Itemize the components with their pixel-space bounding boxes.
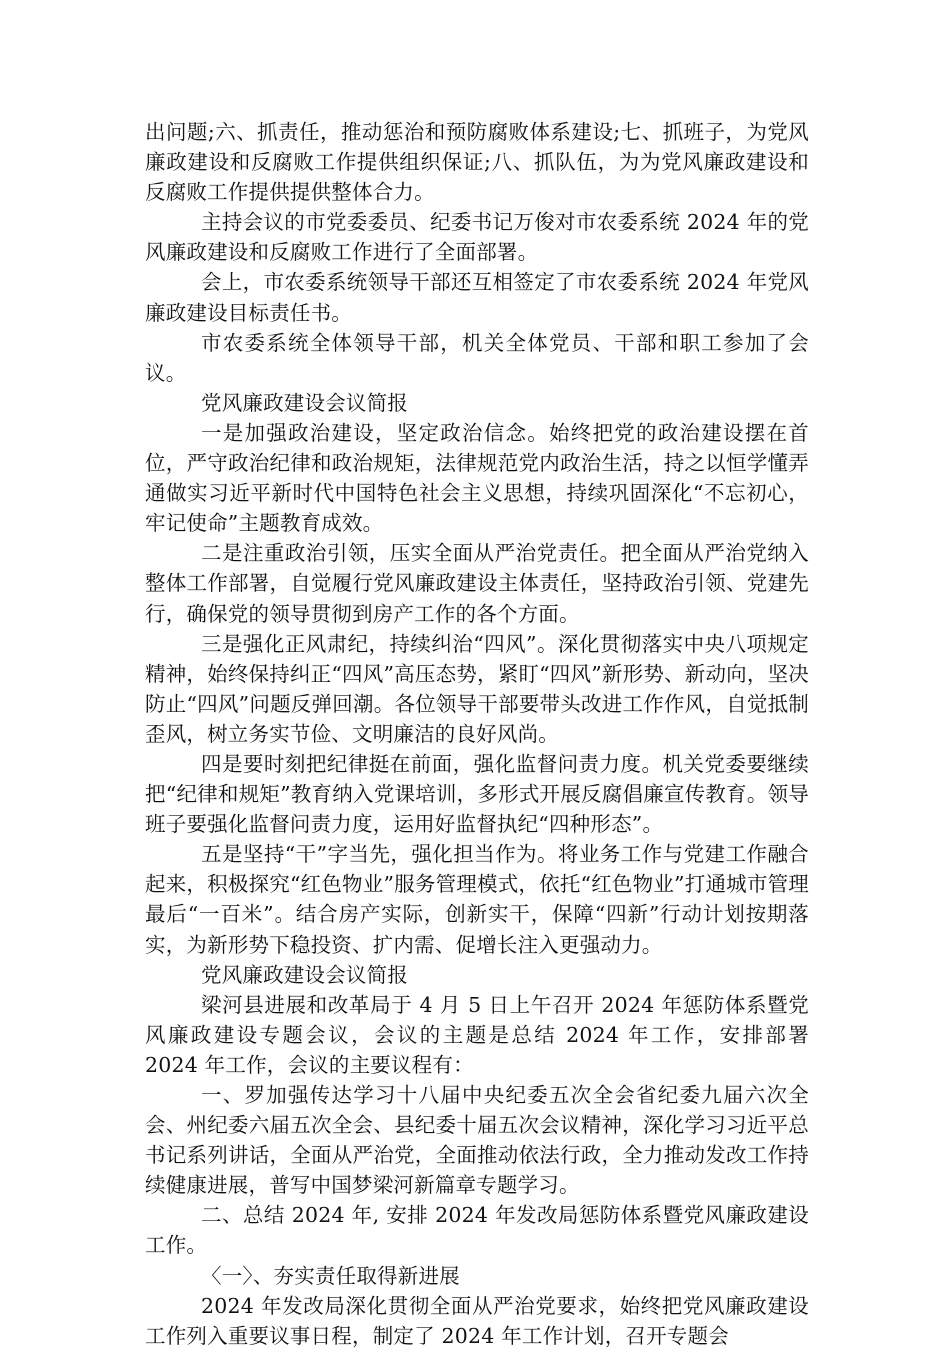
document-body bbox=[145, 117, 809, 1351]
paragraph: 出问题;六、抓责任，推动惩治和预防腐败体系建设;七、抓班子，为党风廉政建设和反腐败工作提供组织保证;八、抓队伍，为为党风廉政建设和反腐败工作提供提供整体合力。 bbox=[145, 120, 809, 205]
paragraph: 三是强化正风肃纪，持续纠治“四风”。深化贯彻落实中央八项规定精神，始终保持纠正“四风”高压态势，紧盯“四风”新形势、新动向，坚决防止“四风”问题反弹回潮。各位领导干部要带头改进工作作风，自觉抵制歪风，树立务实节俭、文明廉洁的良好风尚。 bbox=[145, 631, 809, 746]
paragraph: 二、总结 2024 年, 安排 2024 年发改局惩防体系暨党风廉政建设工作。 bbox=[145, 1203, 809, 1258]
paragraph: 一是加强政治建设，坚定政治信念。始终把党的政治建设摆在首位，严守政治纪律和政治规矩，法律规范党内政治生活，持之以恒学懂弄通做实习近平新时代中国特色社会主义思想，持续巩固深化“不忘初心，牢记使命”主题教育成效。 bbox=[145, 420, 809, 536]
subsection-heading: 〈一〉、夯实责任取得新进展 bbox=[201, 1263, 460, 1288]
paragraph: 梁河县进展和改革局于 4 月 5 日上午召开 2024 年惩防体系暨党风廉政建设专题会议，会议的主题是总结 2024 年工作，安排部署 2024 年工作，会议的主要议程有： bbox=[145, 992, 809, 1077]
section-heading: 党风廉政建设会议简报 bbox=[201, 962, 408, 987]
section-heading: 党风廉政建设会议简报 bbox=[201, 390, 408, 415]
paragraph: 会上，市农委系统领导干部还互相签定了市农委系统 2024 年党风廉政建设目标责任书。 bbox=[145, 270, 809, 325]
paragraph: 四是要时刻把纪律挺在前面，强化监督问责力度。机关党委要继续把“纪律和规矩”教育纳入党课培训，多形式开展反腐倡廉宣传教育。领导班子要强化监督问责力度，运用好监督执纪“四种形态”。 bbox=[145, 751, 809, 837]
paragraph: 2024 年发改局深化贯彻全面从严治党要求，始终把党风廉政建设工作列入重要议事日程，制定了 2024 年工作计划，召开专题会 bbox=[145, 1293, 809, 1348]
paragraph: 二是注重政治引领，压实全面从严治党责任。把全面从严治党纳入整体工作部署，自觉履行党风廉政建设主体责任，坚持政治引领、党建先行，确保党的领导贯彻到房产工作的各个方面。 bbox=[145, 541, 809, 626]
paragraph: 五是坚持“干”字当先，强化担当作为。将业务工作与党建工作融合起来，积极探究“红色物业”服务管理模式，依托“红色物业”打通城市管理最后“一百米”。结合房产实际，创新实干，保障“四新”行动计划按期落实，为新形势下稳投资、扩内需、促增长注入更强动力。 bbox=[145, 842, 809, 957]
paragraph: 一、罗加强传达学习十八届中央纪委五次全会省纪委九届六次全会、州纪委六届五次全会、县纪委十届五次会议精神，深化学习习近平总书记系列讲话，全面从严治党，全面推动依法行政，全力推动发改工作持续健康进展，普写中国梦梁河新篇章专题学习。 bbox=[145, 1083, 809, 1198]
paragraph: 市农委系统全体领导干部，机关全体党员、干部和职工参加了会议。 bbox=[145, 330, 809, 385]
paragraph: 主持会议的市党委委员、纪委书记万俊对市农委系统 2024 年的党风廉政建设和反腐败工作进行了全面部署。 bbox=[145, 210, 809, 265]
